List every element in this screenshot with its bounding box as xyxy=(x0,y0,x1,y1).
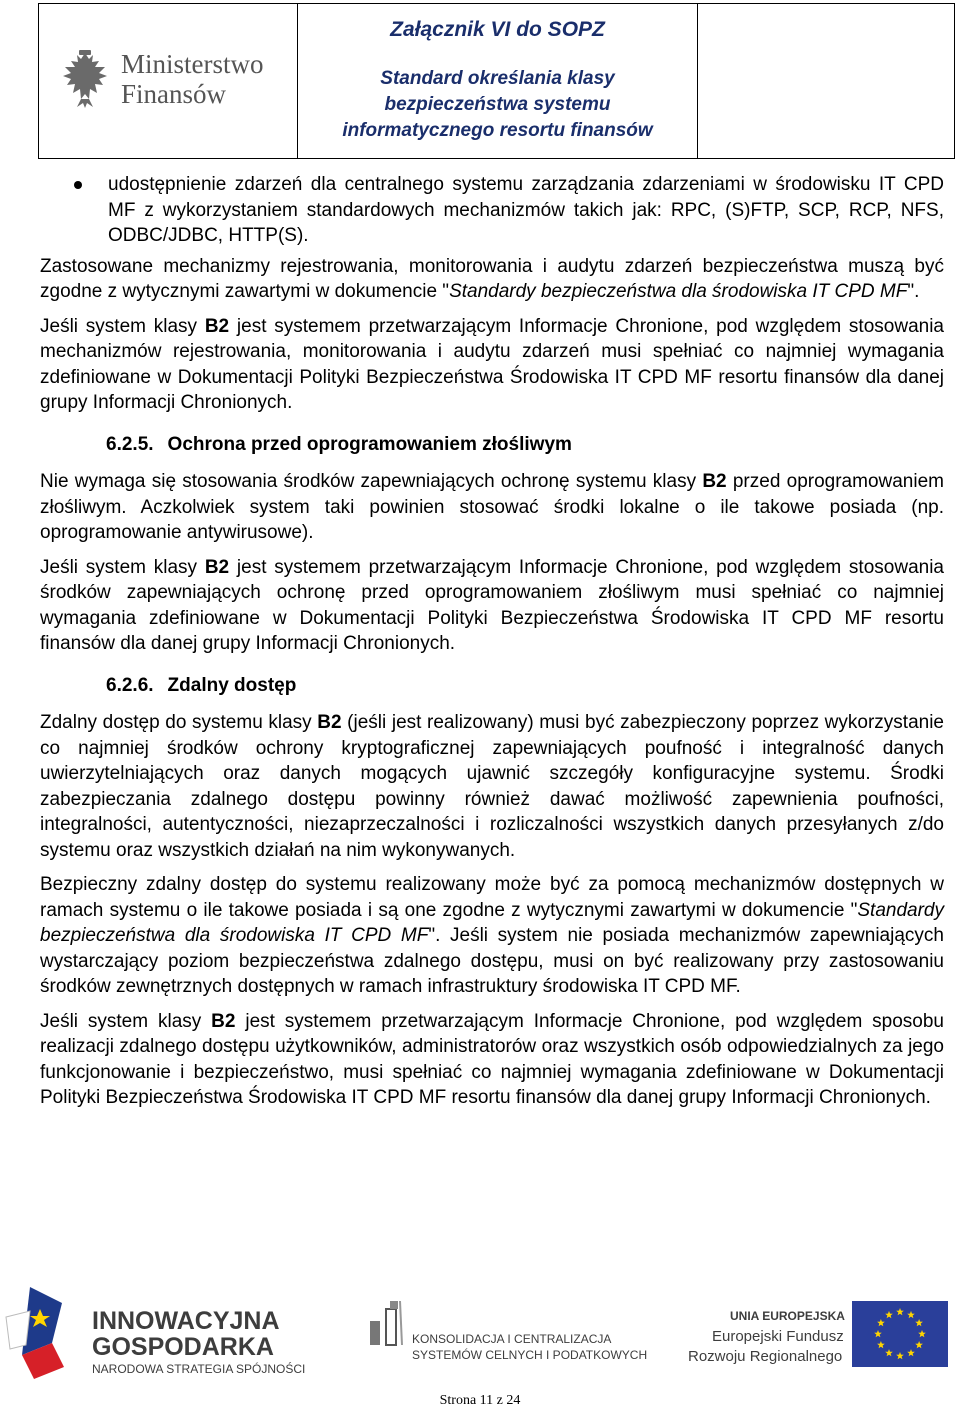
bullet-icon xyxy=(74,181,82,189)
logo1-line2: GOSPODARKA xyxy=(92,1333,274,1361)
document-header xyxy=(38,3,955,159)
paragraph: Zdalny dostęp do systemu klasy B2 (jeśli jest realizowany) musi być zabezpieczony poprzez wykorzystanie co najmniej środków ochrony kryptograficznej zapewniających poufność i integralność danych uwierzytelniających oraz danych mogących ujawnić szczegóły konfiguracyjne systemu. Środki zabezpieczania zdalnego dostępu powinny również dawać możliwość zapewnienia poufności, integralności, autentyczności, niezaprzeczalności i rozliczalności wszystkich danych przesyłanych z/do systemu oraz wszystkich działań na nim wykonywanych. xyxy=(40,712,944,861)
eu-fund-text xyxy=(688,1309,845,1365)
logo1-line1: INNOWACYJNA xyxy=(92,1307,280,1335)
paragraph: Bezpieczny zdalny dostęp do systemu realizowany może być za pomocą mechanizmów dostępnych w ramach systemu o ile takowe posiada i są one zgodne z wytycznymi zawartymi w dokumencie "Standardy bezpieczeństwa dla środowiska IT CPD MF". Jeśli system nie posiada mechanizmów zapewniających wystarczający poziom bezpieczeństwa zdalnego dostępu, musi on być realizowany przy zastosowaniu środków zewnętrznych dostępnych w ramach infrastruktury środowiska IT CPD MF. xyxy=(40,874,944,997)
logo1-line3: NARODOWA STRATEGIA SPÓJNOŚCI xyxy=(92,1362,306,1376)
innowacyjna-gospodarka-logo xyxy=(6,1287,305,1379)
section-heading-6-2-5: 6.2.5. Ochrona przed oprogramowaniem złośliwym xyxy=(106,433,572,455)
paragraph: Nie wymaga się stosowania środków zapewniających ochronę systemu klasy B2 przed oprogramowaniem złośliwym. Aczkolwiek system taki powinien stosować środki lokalne o ile takowe posiada (np. oprogramowanie antywirusowe). xyxy=(40,471,944,543)
header-subtitle-2: bezpieczeństwa systemu xyxy=(384,94,611,115)
flag-white-icon xyxy=(6,1311,30,1349)
page-number: Strona 11 z 24 xyxy=(439,1393,521,1408)
header-title: Załącznik VI do SOPZ xyxy=(390,18,605,41)
logo2-line1: KONSOLIDACJA I CENTRALIZACJA xyxy=(412,1332,612,1346)
paragraph: Zastosowane mechanizmy rejestrowania, monitorowania i audytu zdarzeń bezpieczeństwa muszą być zgodne z wytycznymi zawartymi w dokumencie "Standardy bezpieczeństwa dla środowiska IT CPD MF". xyxy=(40,255,944,302)
paragraph: Jeśli system klasy B2 jest systemem przetwarzającym Informacje Chronione, pod względem stosowania mechanizmów rejestrowania, monitorowania i audytu zdarzeń musi spełniać co najmniej wymagania zdefiniowane w Dokumentacji Polityki Bezpieczeństwa Środowiska IT CPD MF resortu finansów dla danej grupy Informacji Chronionych. xyxy=(40,315,944,413)
eagle-emblem-icon xyxy=(59,49,111,109)
logo3-line1: UNIA EUROPEJSKA xyxy=(730,1309,845,1323)
logo3-line2: Europejski Fundusz xyxy=(712,1328,844,1345)
paragraph: Jeśli system klasy B2 jest systemem przetwarzającym Informacje Chronione, pod względem stosowania środków zapewniających ochronę przed oprogramowaniem złośliwym musi spełniać co najmniej wymagania zdefiniowane w Dokumentacji Polityki Bezpieczeństwa Środowiska IT CPD MF resortu finansów dla danej grupy Informacji Chronionych. xyxy=(40,556,944,654)
paragraph: Jeśli system klasy B2 jest systemem przetwarzającym Informacje Chronione, pod względem sposobu realizacji zdalnego dostępu użytkowników, administratorów oraz wszystkich osób odpowiedzialnych za jego funkcjonowanie i bezpieczeństwo, musi spełniać co najmniej wymagania zdefiniowane w Dokumentacji Polityki Bezpieczeństwa Środowiska IT CPD MF resortu finansów dla danej grupy Informacji Chronionych. xyxy=(40,1010,944,1108)
ministry-logo xyxy=(59,49,264,109)
section-heading-6-2-6: 6.2.6. Zdalny dostęp xyxy=(106,674,297,696)
logo-line-1: Ministerstwo xyxy=(121,49,264,79)
konsolidacja-logo xyxy=(370,1301,647,1362)
document-body xyxy=(40,172,944,1120)
logo2-line2: SYSTEMÓW CELNYCH I PODATKOWYCH xyxy=(412,1348,648,1362)
logo3-line3: Rozwoju Regionalnego xyxy=(688,1348,843,1365)
header-subtitle-3: informatycznego resortu finansów xyxy=(342,120,653,141)
konsolidacja-symbol-icon xyxy=(370,1301,402,1345)
bullet-text: udostępnienie zdarzeń dla centralnego systemu zarządzania zdarzeniami w środowisku IT CPD MF z wykorzystaniem standardowych mechanizmów takich jak: RPC, (S)FTP, SCP, RCP, NFS, ODBC/JDBC, HTTP(S). xyxy=(108,174,944,246)
header-empty-cell xyxy=(698,4,954,158)
logo-line-2: Finansów xyxy=(121,79,227,109)
footer-logos xyxy=(0,1283,960,1383)
header-subtitle-1: Standard określania klasy xyxy=(380,68,615,89)
eu-flag-icon xyxy=(852,1301,948,1367)
header-logo-cell xyxy=(39,4,298,158)
list-item xyxy=(40,172,944,249)
header-title-cell xyxy=(298,4,698,158)
